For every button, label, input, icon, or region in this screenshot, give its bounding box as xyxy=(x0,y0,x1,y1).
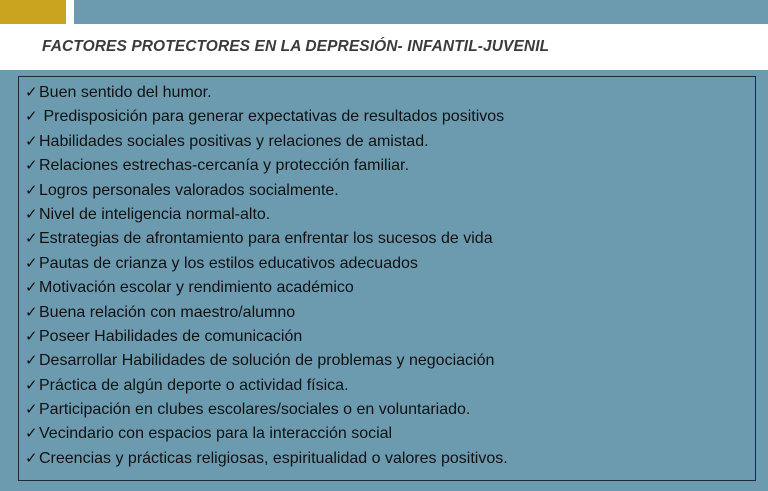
checkmark-icon: ✓ xyxy=(25,157,38,175)
checkmark-icon: ✓ xyxy=(25,401,38,419)
content-panel xyxy=(18,76,756,481)
list-item-text: Predisposición para generar expectativas de resultados positivos xyxy=(39,108,505,126)
checkmark-icon: ✓ xyxy=(25,279,38,297)
list-item xyxy=(25,447,508,471)
list-item xyxy=(25,374,508,398)
list-item xyxy=(25,154,508,178)
checkmark-icon: ✓ xyxy=(25,132,38,150)
checkmark-icon: ✓ xyxy=(25,108,38,126)
list-item-text: Pautas de crianza y los estilos educativos adecuados xyxy=(39,254,418,272)
list-item-text: Creencias y prácticas religiosas, espiritualidad o valores positivos. xyxy=(39,449,508,467)
list-item xyxy=(25,325,508,349)
list-item xyxy=(25,422,508,446)
list-item-text: Buen sentido del humor. xyxy=(39,84,212,101)
list-item-text: Buena relación con maestro/alumno xyxy=(39,303,296,321)
list-item xyxy=(25,252,508,276)
checkmark-icon: ✓ xyxy=(25,84,38,101)
list-item-text: Estrategias de afrontamiento para enfrentar los sucesos de vida xyxy=(39,230,493,248)
list-item-text: Relaciones estrechas-cercanía y protección familiar. xyxy=(39,157,409,175)
factor-list xyxy=(25,81,508,471)
checkmark-icon: ✓ xyxy=(25,425,38,443)
checkmark-icon: ✓ xyxy=(25,449,38,467)
list-item-text: Motivación escolar y rendimiento académico xyxy=(39,279,354,297)
slide-title: FACTORES PROTECTORES EN LA DEPRESIÓN- INFANTIL-JUVENIL xyxy=(42,38,550,55)
list-item-text: Poseer Habilidades de comunicación xyxy=(39,327,303,345)
list-item xyxy=(25,276,508,300)
list-item xyxy=(25,81,508,105)
checkmark-icon: ✓ xyxy=(25,254,38,272)
accent-block-teal xyxy=(74,0,768,24)
checkmark-icon: ✓ xyxy=(25,303,38,321)
list-item xyxy=(25,105,508,129)
header-bar xyxy=(0,0,768,24)
list-item xyxy=(25,398,508,422)
list-item-text: Nivel de inteligencia normal-alto. xyxy=(39,205,271,223)
list-item xyxy=(25,227,508,251)
list-item-text: Práctica de algún deporte o actividad física. xyxy=(39,376,349,394)
checkmark-icon: ✓ xyxy=(25,205,38,223)
accent-block-gold xyxy=(0,0,66,24)
list-item xyxy=(25,301,508,325)
checkmark-icon: ✓ xyxy=(25,352,38,370)
list-item-text: Vecindario con espacios para la interacción social xyxy=(39,425,393,443)
checkmark-icon: ✓ xyxy=(25,327,38,345)
list-item-text: Desarrollar Habilidades de solución de problemas y negociación xyxy=(39,352,495,370)
list-item xyxy=(25,349,508,373)
list-item xyxy=(25,203,508,227)
list-item-text: Logros personales valorados socialmente. xyxy=(39,181,339,199)
list-item xyxy=(25,179,508,203)
list-item xyxy=(25,130,508,154)
list-item-text: Participación en clubes escolares/sociales o en voluntariado. xyxy=(39,401,471,419)
checkmark-icon: ✓ xyxy=(25,181,38,199)
list-item-text: Habilidades sociales positivas y relaciones de amistad. xyxy=(39,132,429,150)
checkmark-icon: ✓ xyxy=(25,230,38,248)
checkmark-icon: ✓ xyxy=(25,376,38,394)
